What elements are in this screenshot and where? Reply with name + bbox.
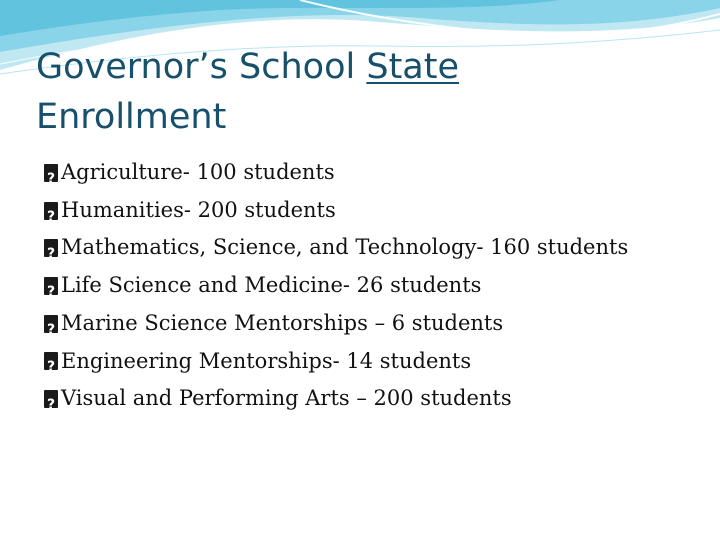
slide-title-part-1: Governor’s School <box>36 47 367 87</box>
list-item <box>44 380 704 418</box>
list-item-text: Agriculture- 100 students <box>61 160 335 184</box>
list-item <box>44 305 704 343</box>
list-item <box>44 267 704 305</box>
list-item <box>44 343 704 381</box>
list-item <box>44 154 704 192</box>
list-item-text: Visual and Performing Arts – 200 students <box>61 386 512 411</box>
replacement-character-icon <box>44 202 58 220</box>
replacement-character-icon <box>44 352 58 370</box>
slide-title <box>36 42 676 142</box>
list-item-text: Engineering Mentorships- 14 students <box>61 348 472 373</box>
list-item <box>44 192 704 230</box>
list-item-text: Life Science and Medicine- 26 students <box>61 273 482 298</box>
list-item <box>44 229 704 267</box>
list-item-text: Humanities- 200 students <box>61 197 336 222</box>
replacement-character-icon <box>44 239 58 257</box>
list-item-text: Mathematics, Science, and Technology- 160 students <box>61 235 629 260</box>
list-item-text: Marine Science Mentorships – 6 students <box>61 310 504 335</box>
replacement-character-icon <box>44 164 58 182</box>
slide-title-part-3: Enrollment <box>36 97 227 137</box>
replacement-character-icon <box>44 277 58 295</box>
replacement-character-icon <box>44 315 58 333</box>
replacement-character-icon <box>44 390 58 408</box>
slide-title-underlined-word: State <box>366 47 460 87</box>
enrollment-list <box>44 154 704 418</box>
